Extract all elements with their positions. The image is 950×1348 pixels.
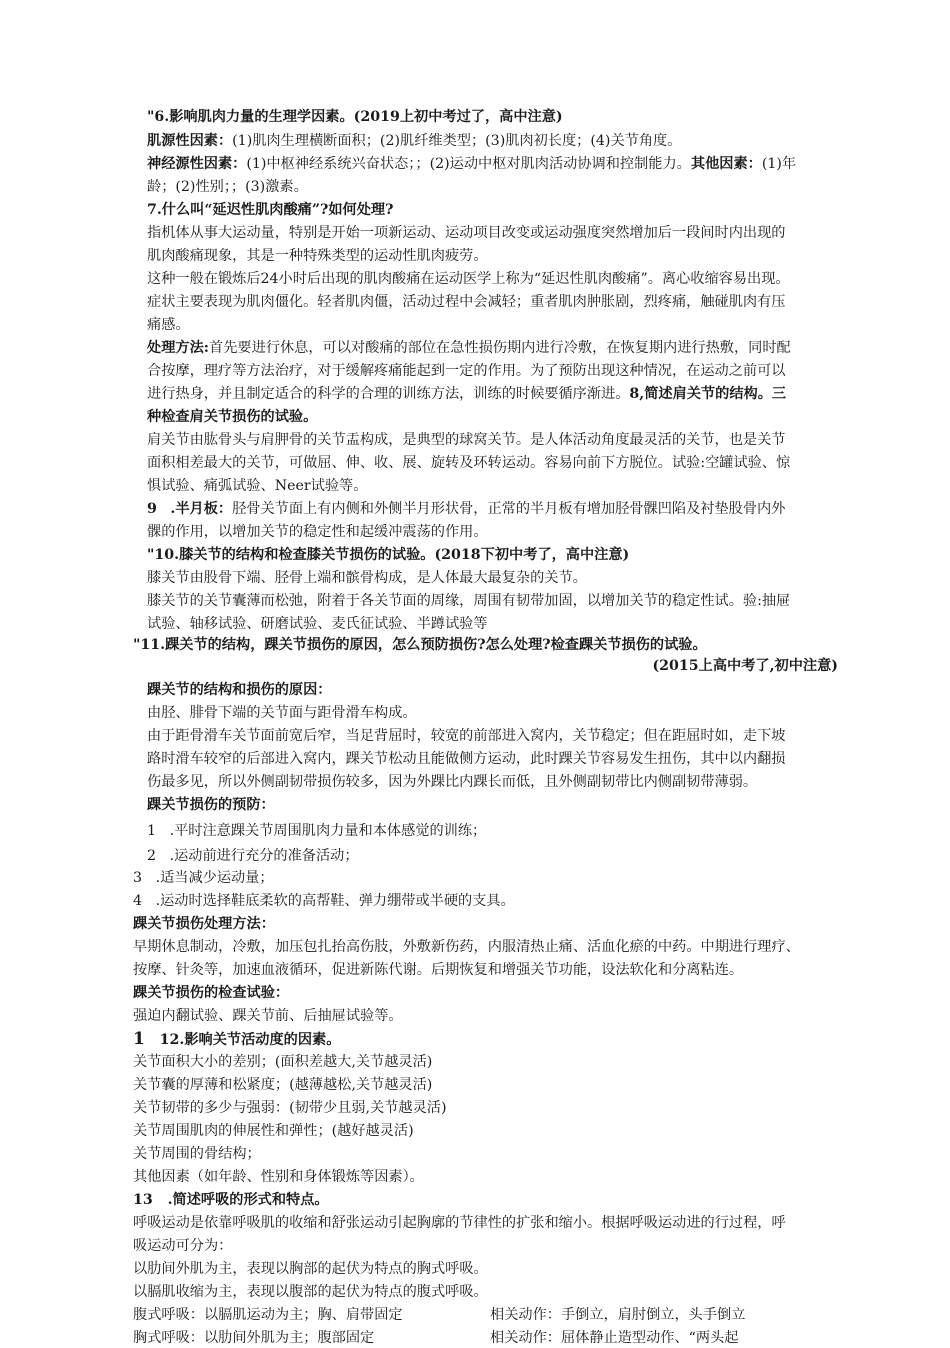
section-12-title-line	[133, 1029, 340, 1050]
other-factors-label: 其他因素：	[690, 156, 762, 172]
neurogenic-factors-label: 神经源性因素：	[147, 156, 247, 172]
list-item	[133, 891, 515, 911]
s7-treatment-line	[147, 384, 786, 404]
myogenic-factors-line	[147, 131, 681, 151]
list-item	[133, 868, 274, 888]
s10-paragraph-line: 膝关节的关节囊薄而松弛，附着于各关节面的周缘，周围有韧带加固，以增加关节的稳定性试。验:抽屉	[147, 593, 791, 609]
s10-paragraph-line: 试验、轴移试验、研磨试验、麦氏征试验、半蹲试验等	[147, 616, 488, 632]
ankle-structure-label: 踝关节的结构和损伤的原因：	[147, 682, 332, 698]
section-9-text: 胫骨关节面上有内侧和外侧半月形状骨，正常的半月板有增加胫骨髁凹陷及衬垫股骨内外	[232, 501, 786, 517]
list-item: 关节囊的厚薄和松紧度；(越薄越松,关节越灵活)	[133, 1077, 433, 1093]
section-11-title: "11.踝关节的结构，踝关节损伤的原因，怎么预防损伤?怎么处理?检查踝关节损伤的试验。	[133, 637, 707, 653]
s7-treatment-label: 处理方法:	[147, 340, 209, 356]
list-item: 关节周围的骨结构；	[133, 1146, 261, 1162]
s7-paragraph-line: 痛感。	[147, 317, 190, 333]
s11-structure-line: 由胫、腓骨下端的关节面与距骨滑车构成。	[147, 705, 417, 721]
section-12-title: 12.影响关节活动度的因素。	[159, 1032, 341, 1048]
list-item-text: .适当减少运动量；	[155, 870, 274, 886]
s13-paragraph-line: 吸运动可分为：	[133, 1238, 233, 1254]
s11-treatment-line: 早期休息制动，冷敷，加压包扎抬高伤肢，外敷新伤药，内服清热止痛、活血化瘀的中药。中期进行理疗、	[133, 939, 800, 955]
list-item-number: 1	[147, 823, 157, 839]
section-12-number: 1	[133, 1029, 145, 1049]
list-item: 关节韧带的多少与强弱：(韧带少且弱,关节越灵活)	[133, 1100, 447, 1116]
other-factors-text-a: (1)年	[761, 156, 797, 172]
s13-paragraph-line: 以肋间外肌为主，表现以胸部的起伏为特点的胸式呼吸。	[133, 1261, 488, 1277]
section-11-exam-note: (2015上高中考了,初中注意)	[652, 658, 838, 674]
section-9-number: 9	[147, 501, 157, 517]
s9-paragraph-line: 髁的作用，以增加关节的稳定性和起缓冲震荡的作用。	[147, 524, 488, 540]
list-item-number: 3	[133, 870, 143, 886]
myogenic-factors-label: 肌源性因素：	[147, 133, 233, 149]
section-13-title: .简述呼吸的形式和特点。	[167, 1192, 329, 1208]
s13-paragraph-line: 呼吸运动是依靠呼吸肌的收缩和舒张运动引起胸廓的节律性的扩张和缩小。根据呼吸运动进的行过程，呼	[133, 1215, 786, 1231]
other-factors-text-b: 龄；(2)性别；；(3)激素。	[147, 179, 308, 195]
ankle-check-label: 踝关节损伤的检查试验：	[133, 985, 290, 1001]
list-item-text: .平时注意踝关节周围肌肉力量和本体感觉的训练；	[169, 823, 487, 839]
s11-structure-line: 由于距骨滑车关节面前宽后窄，当足背屈时，较宽的前部进入窝内，关节稳定；但在距屈时如，走下坡	[147, 728, 786, 744]
s7-paragraph-line: 肌肉酸痛现象，其是一种特殊类型的运动性肌肉疲劳。	[147, 248, 488, 264]
s11-check-line: 强迫内翻试验、踝关节前、后抽屉试验等。	[133, 1008, 403, 1024]
chest-breathing-desc: 胸式呼吸：以肋间外肌为主；腹部固定	[133, 1330, 375, 1346]
list-item-number: 4	[133, 893, 143, 909]
chest-breathing-actions: 相关动作：屈体静止造型动作、“两头起	[490, 1330, 739, 1346]
abdominal-breathing-desc: 腹式呼吸：以膈肌运动为主；胸、肩带固定	[133, 1307, 403, 1323]
list-item	[147, 846, 359, 866]
s11-structure-line: 伤最多见，所以外侧副韧带损伤较多，因为外踝比内踝长而低，且外侧副韧带比内侧副韧带薄弱。	[147, 774, 758, 790]
s7-treatment-line: 合按摩，理疗等方法治疗，对于缓解疼痛能起到一定的作用。为了预防出现这种情况，在运动之前可以	[147, 363, 786, 379]
s7-paragraph-line: 指机体从事大运动量，特别是开始一项新运动、运动项目改变或运动强度突然增加后一段间时内出现的	[147, 225, 786, 241]
s8-paragraph-line: 面积相差最大的关节，可做屈、伸、收、展、旋转及环转运动。容易向前下方脱位。试验:空罐试验、惊	[147, 455, 791, 471]
neurogenic-factors-line	[147, 154, 796, 174]
list-item: 关节周围肌肉的伸展性和弹性；(越好越灵活)	[133, 1123, 414, 1139]
s7-treatment-text: 进行热身，并且制定适合的科学的合理的训练方法，训练的时候要循序渐进。	[147, 386, 630, 402]
section-6-title: "6.影响肌肉力量的生理学因素。(2019上初中考过了，高中注意)	[147, 109, 563, 125]
neurogenic-factors-text: (1)中枢神经系统兴奋状态；；(2)运动中枢对肌肉活动协调和控制能力。	[246, 156, 691, 172]
s10-paragraph-line: 膝关节由股骨下端、胫骨上端和髌骨构成，是人体最大最复杂的关节。	[147, 570, 587, 586]
s8-paragraph-line: 惧试验、痛弧试验、Neer试验等。	[147, 478, 368, 494]
section-9-label: .半月板：	[170, 501, 233, 517]
list-item-text: .运动时选择鞋底柔软的高帮鞋、弹力绷带或半硬的支具。	[155, 893, 515, 909]
section-9-line	[147, 499, 785, 519]
section-8-title-b: 种检查肩关节损伤的试验。	[147, 409, 318, 425]
myogenic-factors-text: (1)肌肉生理横断面积；(2)肌纤维类型；(3)肌肉初长度；(4)关节角度。	[232, 133, 682, 149]
s7-paragraph-line: 症状主要表现为肌肉僵化。轻者肌肉僵，活动过程中会减轻；重者肌肉肿胀剧，烈疼痛，触碰肌肉有压	[147, 294, 786, 310]
s7-paragraph-line: 这种一般在锻炼后24小时后出现的肌肉酸痛在运动医学上称为“延迟性肌肉酸痛”。离心收缩容易出现。	[147, 271, 790, 287]
s8-paragraph-line: 肩关节由肱骨头与肩胛骨的关节盂构成，是典型的球窝关节。是人体活动角度最灵活的关节，也是关节	[147, 432, 786, 448]
list-item-text: .运动前进行充分的准备活动；	[169, 848, 359, 864]
section-13-title-line	[133, 1190, 329, 1210]
list-item	[147, 821, 486, 841]
section-10-title: "10.膝关节的结构和检查膝关节损伤的试验。(2018下初中考了，高中注意)	[147, 547, 630, 563]
list-item-number: 2	[147, 848, 157, 864]
list-item: 其他因素（如年龄、性别和身体锻炼等因素）。	[133, 1169, 424, 1185]
list-item: 关节面积大小的差别；(面积差越大,关节越灵活)	[133, 1054, 433, 1070]
section-8-title-a: 8,简述肩关节的结构。三	[629, 386, 787, 402]
abdominal-breathing-actions: 相关动作：手倒立，肩肘倒立，头手倒立	[490, 1307, 746, 1323]
section-7-title: 7.什么叫“延迟性肌肉酸痛”?如何处理?	[147, 202, 394, 218]
s11-treatment-line: 按摩、针灸等，加速血液循环，促进新陈代谢。后期恢复和增强关节功能，设法软化和分离粘连。	[133, 962, 744, 978]
s7-treatment-line	[147, 338, 791, 358]
s7-treatment-text: 首先要进行休息，可以对酸痛的部位在急性损伤期内进行冷敷，在恢复期内进行热敷，同时配	[209, 340, 791, 356]
s13-paragraph-line: 以膈肌收缩为主，表现以腹部的起伏为特点的腹式呼吸。	[133, 1284, 488, 1300]
ankle-prevention-label: 踝关节损伤的预防：	[147, 797, 275, 813]
s11-structure-line: 路时滑车较窄的后部进入窝内，踝关节松动且能做侧方运动，此时踝关节容易发生扭伤，其中以内翻损	[147, 751, 786, 767]
section-13-number: 13	[133, 1192, 153, 1208]
ankle-treatment-label: 踝关节损伤处理方法：	[133, 916, 275, 932]
